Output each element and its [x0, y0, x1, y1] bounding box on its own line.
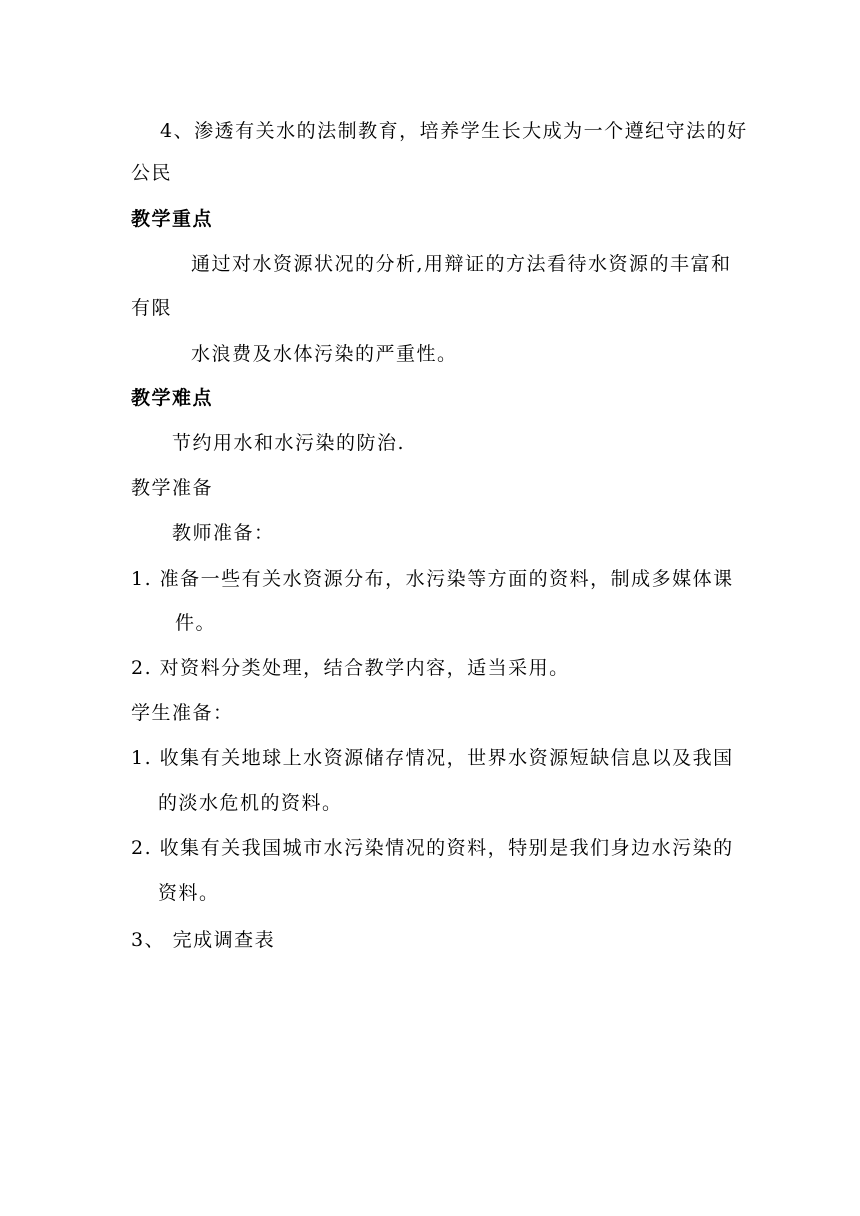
student-item-2-line2: 资料。: [158, 882, 220, 904]
teacher-preparation-heading: 教师准备：: [172, 522, 275, 544]
student-item-2-line1: 2. 收集有关我国城市水污染情况的资料，特别是我们身边水污染的: [131, 837, 734, 859]
key-point-2: 水浪费及水体污染的严重性。: [191, 343, 458, 365]
student-item-3: 3、 完成调查表: [131, 929, 276, 951]
teacher-item-1-line1: 1. 准备一些有关水资源分布，水污染等方面的资料，制成多媒体课: [131, 568, 734, 590]
difficulty-1: 节约用水和水污染的防治.: [172, 432, 406, 454]
preparation-heading: 教学准备: [131, 477, 214, 499]
difficulties-heading: 教学难点: [131, 387, 214, 409]
key-point-1-line1: 通过对水资源状况的分析,用辩证的方法看待水资源的丰富和: [191, 253, 732, 275]
key-points-heading: 教学重点: [131, 208, 214, 230]
student-preparation-heading: 学生准备：: [131, 702, 234, 724]
student-item-1-line2: 的淡水危机的资料。: [158, 792, 343, 814]
teacher-item-1-line2: 件。: [175, 612, 217, 634]
objective-4-line1: 4、渗透有关水的法制教育，培养学生长大成为一个遵纪守法的好: [160, 120, 748, 142]
key-point-1-line2: 有限: [131, 297, 173, 319]
teacher-item-2: 2. 对资料分类处理，结合教学内容，适当采用。: [131, 657, 570, 679]
objective-4-line2: 公民: [131, 162, 173, 184]
student-item-1-line1: 1. 收集有关地球上水资源储存情况，世界水资源短缺信息以及我国: [131, 747, 734, 769]
